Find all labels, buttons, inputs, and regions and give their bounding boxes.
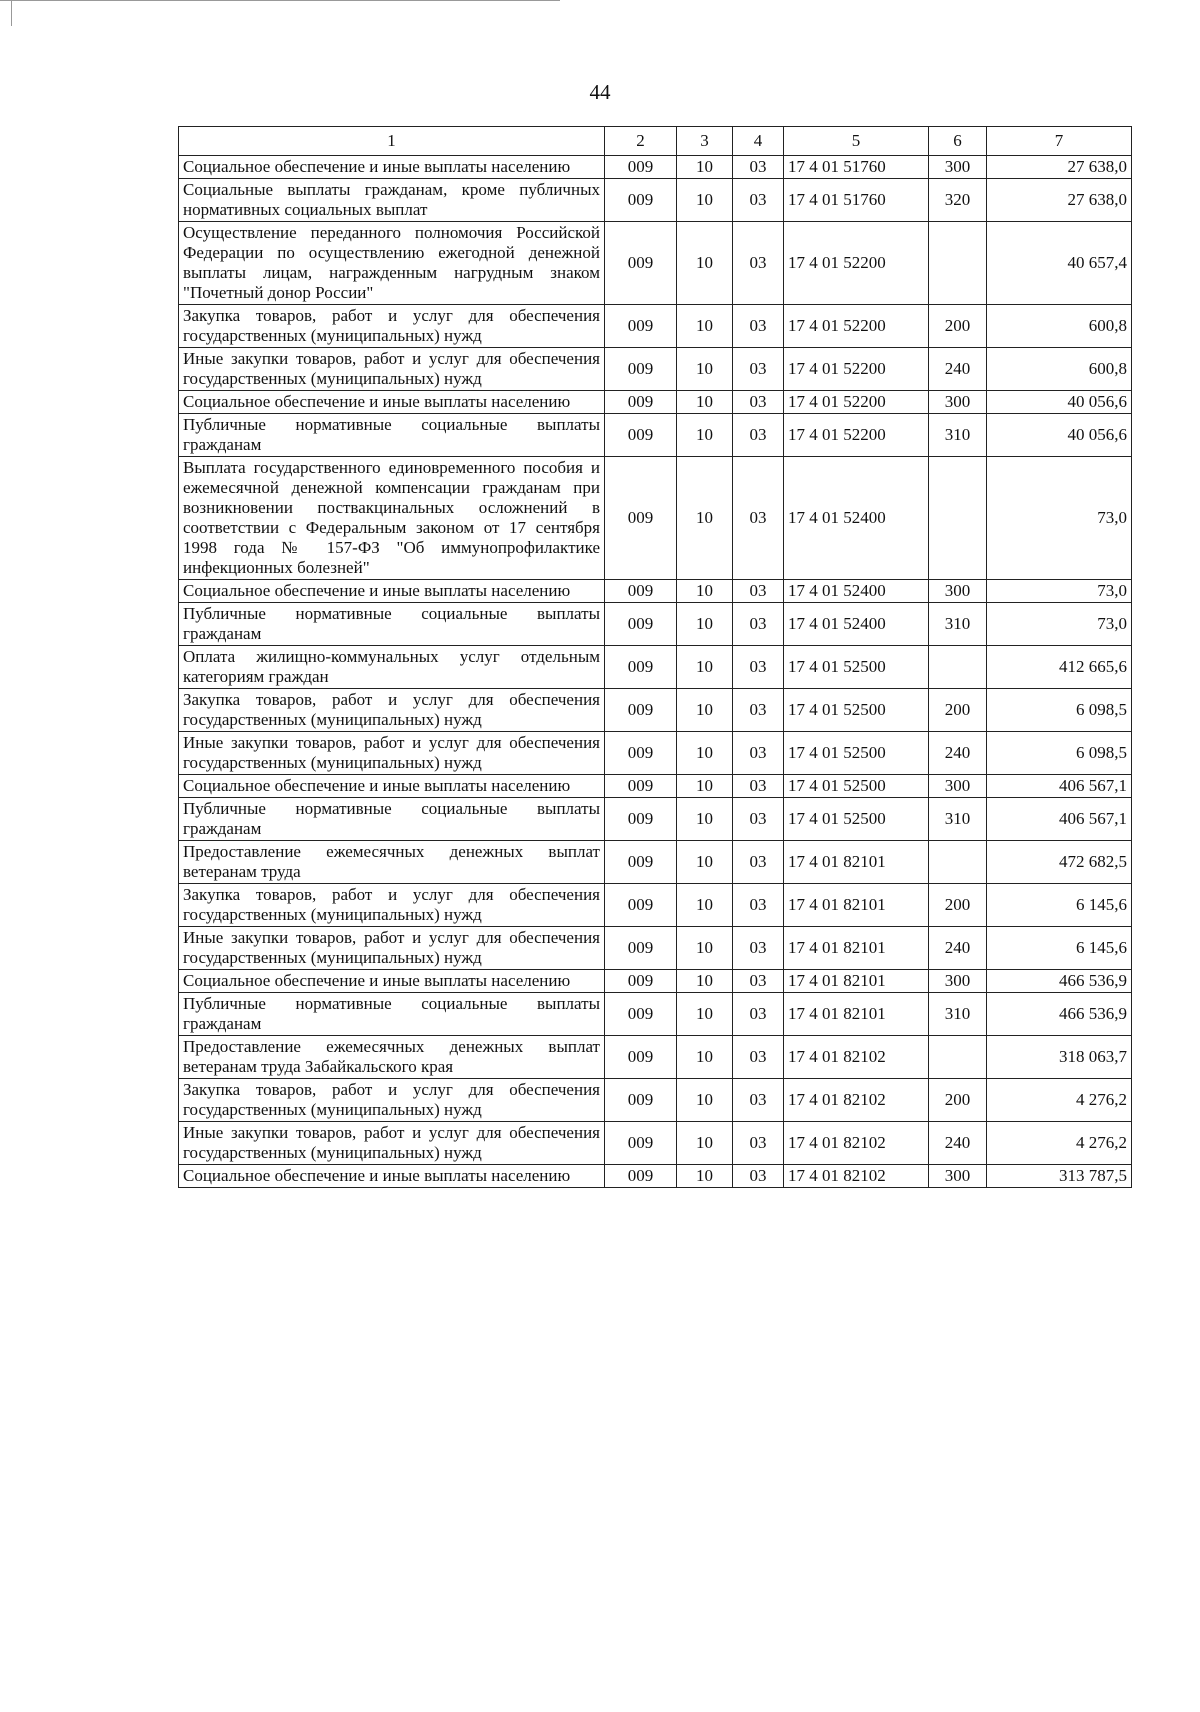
target-article-cell: 17 4 01 82102: [784, 1165, 929, 1188]
expense-name-cell: Оплата жилищно-коммунальных услуг отдельным категориям граждан: [179, 646, 605, 689]
table-header-row: [179, 127, 1132, 156]
amount-cell: 472 682,5: [987, 841, 1132, 884]
target-article-cell: 17 4 01 51760: [784, 179, 929, 222]
expense-type-cell: 320: [929, 179, 987, 222]
target-article-cell: 17 4 01 82102: [784, 1036, 929, 1079]
amount-cell: 6 145,6: [987, 884, 1132, 927]
subsection-code-cell: 03: [733, 689, 784, 732]
ministry-code-cell: 009: [605, 646, 677, 689]
target-article-cell: 17 4 01 82102: [784, 1122, 929, 1165]
subsection-code-cell: 03: [733, 414, 784, 457]
section-code-cell: 10: [677, 970, 733, 993]
table-row: [179, 414, 1132, 457]
header-col-5: 5: [784, 127, 929, 156]
table-row: [179, 603, 1132, 646]
table-row: [179, 1036, 1132, 1079]
section-code-cell: 10: [677, 798, 733, 841]
target-article-cell: 17 4 01 52200: [784, 414, 929, 457]
amount-cell: 412 665,6: [987, 646, 1132, 689]
header-col-4: 4: [733, 127, 784, 156]
subsection-code-cell: 03: [733, 927, 784, 970]
table-row: [179, 1122, 1132, 1165]
amount-cell: 73,0: [987, 457, 1132, 580]
ministry-code-cell: 009: [605, 775, 677, 798]
table-row: [179, 457, 1132, 580]
subsection-code-cell: 03: [733, 970, 784, 993]
ministry-code-cell: 009: [605, 798, 677, 841]
ministry-code-cell: 009: [605, 305, 677, 348]
expense-type-cell: 200: [929, 1079, 987, 1122]
subsection-code-cell: 03: [733, 391, 784, 414]
ministry-code-cell: 009: [605, 414, 677, 457]
section-code-cell: 10: [677, 1079, 733, 1122]
table-row: [179, 348, 1132, 391]
subsection-code-cell: 03: [733, 457, 784, 580]
ministry-code-cell: 009: [605, 391, 677, 414]
target-article-cell: 17 4 01 82101: [784, 927, 929, 970]
target-article-cell: 17 4 01 52400: [784, 580, 929, 603]
amount-cell: 40 657,4: [987, 222, 1132, 305]
table-row: [179, 927, 1132, 970]
subsection-code-cell: 03: [733, 841, 784, 884]
table-row: [179, 179, 1132, 222]
scan-edge-mark: [11, 0, 12, 26]
subsection-code-cell: 03: [733, 646, 784, 689]
target-article-cell: 17 4 01 82101: [784, 884, 929, 927]
target-article-cell: 17 4 01 52200: [784, 348, 929, 391]
section-code-cell: 10: [677, 884, 733, 927]
section-code-cell: 10: [677, 457, 733, 580]
target-article-cell: 17 4 01 52500: [784, 646, 929, 689]
subsection-code-cell: 03: [733, 884, 784, 927]
amount-cell: 6 098,5: [987, 689, 1132, 732]
ministry-code-cell: 009: [605, 927, 677, 970]
amount-cell: 6 145,6: [987, 927, 1132, 970]
ministry-code-cell: 009: [605, 993, 677, 1036]
expense-type-cell: [929, 646, 987, 689]
amount-cell: 4 276,2: [987, 1122, 1132, 1165]
section-code-cell: 10: [677, 580, 733, 603]
expense-name-cell: Социальное обеспечение и иные выплаты населению: [179, 970, 605, 993]
section-code-cell: 10: [677, 841, 733, 884]
expense-name-cell: Социальные выплаты гражданам, кроме публичных нормативных социальных выплат: [179, 179, 605, 222]
amount-cell: 40 056,6: [987, 414, 1132, 457]
table-row: [179, 841, 1132, 884]
expense-name-cell: Социальное обеспечение и иные выплаты населению: [179, 580, 605, 603]
ministry-code-cell: 009: [605, 841, 677, 884]
table-row: [179, 1165, 1132, 1188]
expense-name-cell: Выплата государственного единовременного пособия и ежемесячной денежной компенсации гражданам при возникновении поствакцинальных осложнений в соответствии с Федеральным законом от 17 сентября 1998 года № 157-ФЗ "Об иммунопрофилактике инфекционных болезней": [179, 457, 605, 580]
section-code-cell: 10: [677, 179, 733, 222]
section-code-cell: 10: [677, 1036, 733, 1079]
page-number: 44: [589, 80, 611, 104]
table-row: [179, 798, 1132, 841]
expense-type-cell: 300: [929, 970, 987, 993]
ministry-code-cell: 009: [605, 689, 677, 732]
expense-name-cell: Иные закупки товаров, работ и услуг для обеспечения государственных (муниципальных) нужд: [179, 348, 605, 391]
expense-type-cell: 200: [929, 305, 987, 348]
expense-name-cell: Закупка товаров, работ и услуг для обеспечения государственных (муниципальных) нужд: [179, 1079, 605, 1122]
target-article-cell: 17 4 01 52200: [784, 305, 929, 348]
expense-name-cell: Предоставление ежемесячных денежных выплат ветеранам труда Забайкальского края: [179, 1036, 605, 1079]
amount-cell: 406 567,1: [987, 798, 1132, 841]
ministry-code-cell: 009: [605, 1079, 677, 1122]
subsection-code-cell: 03: [733, 305, 784, 348]
section-code-cell: 10: [677, 603, 733, 646]
table-row: [179, 222, 1132, 305]
section-code-cell: 10: [677, 1122, 733, 1165]
expense-name-cell: Иные закупки товаров, работ и услуг для обеспечения государственных (муниципальных) нужд: [179, 927, 605, 970]
section-code-cell: 10: [677, 732, 733, 775]
section-code-cell: 10: [677, 927, 733, 970]
amount-cell: 40 056,6: [987, 391, 1132, 414]
subsection-code-cell: 03: [733, 179, 784, 222]
ministry-code-cell: 009: [605, 580, 677, 603]
target-article-cell: 17 4 01 52200: [784, 222, 929, 305]
subsection-code-cell: 03: [733, 603, 784, 646]
subsection-code-cell: 03: [733, 775, 784, 798]
expense-name-cell: Социальное обеспечение и иные выплаты населению: [179, 1165, 605, 1188]
subsection-code-cell: 03: [733, 1165, 784, 1188]
expense-name-cell: Публичные нормативные социальные выплаты гражданам: [179, 993, 605, 1036]
expense-name-cell: Предоставление ежемесячных денежных выплат ветеранам труда: [179, 841, 605, 884]
target-article-cell: 17 4 01 52500: [784, 732, 929, 775]
amount-cell: 6 098,5: [987, 732, 1132, 775]
subsection-code-cell: 03: [733, 222, 784, 305]
section-code-cell: 10: [677, 689, 733, 732]
expense-name-cell: Социальное обеспечение и иные выплаты населению: [179, 391, 605, 414]
expense-name-cell: Публичные нормативные социальные выплаты гражданам: [179, 798, 605, 841]
expense-type-cell: 240: [929, 927, 987, 970]
expense-name-cell: Социальное обеспечение и иные выплаты населению: [179, 775, 605, 798]
expense-type-cell: 300: [929, 1165, 987, 1188]
target-article-cell: 17 4 01 82101: [784, 970, 929, 993]
table-row: [179, 689, 1132, 732]
target-article-cell: 17 4 01 82101: [784, 993, 929, 1036]
ministry-code-cell: 009: [605, 1165, 677, 1188]
amount-cell: 73,0: [987, 580, 1132, 603]
expense-type-cell: [929, 222, 987, 305]
section-code-cell: 10: [677, 348, 733, 391]
expense-name-cell: Публичные нормативные социальные выплаты гражданам: [179, 414, 605, 457]
ministry-code-cell: 009: [605, 603, 677, 646]
table-row: [179, 580, 1132, 603]
expense-type-cell: 300: [929, 156, 987, 179]
expense-name-cell: Иные закупки товаров, работ и услуг для обеспечения государственных (муниципальных) нужд: [179, 732, 605, 775]
amount-cell: 318 063,7: [987, 1036, 1132, 1079]
expense-type-cell: 310: [929, 603, 987, 646]
table-row: [179, 391, 1132, 414]
expense-name-cell: Осуществление переданного полномочия Российской Федерации по осуществлению ежегодной денежной выплаты лицам, награжденным нагрудным знаком "Почетный донор России": [179, 222, 605, 305]
section-code-cell: 10: [677, 993, 733, 1036]
amount-cell: 313 787,5: [987, 1165, 1132, 1188]
section-code-cell: 10: [677, 391, 733, 414]
target-article-cell: 17 4 01 52500: [784, 689, 929, 732]
section-code-cell: 10: [677, 414, 733, 457]
target-article-cell: 17 4 01 82101: [784, 841, 929, 884]
expense-type-cell: 300: [929, 775, 987, 798]
subsection-code-cell: 03: [733, 1036, 784, 1079]
subsection-code-cell: 03: [733, 348, 784, 391]
subsection-code-cell: 03: [733, 993, 784, 1036]
header-col-3: 3: [677, 127, 733, 156]
subsection-code-cell: 03: [733, 580, 784, 603]
expense-type-cell: [929, 1036, 987, 1079]
expense-type-cell: 310: [929, 414, 987, 457]
expense-name-cell: Закупка товаров, работ и услуг для обеспечения государственных (муниципальных) нужд: [179, 689, 605, 732]
amount-cell: 406 567,1: [987, 775, 1132, 798]
subsection-code-cell: 03: [733, 732, 784, 775]
expense-type-cell: 310: [929, 993, 987, 1036]
amount-cell: 27 638,0: [987, 156, 1132, 179]
budget-table: [178, 126, 1132, 1188]
section-code-cell: 10: [677, 305, 733, 348]
expense-type-cell: [929, 841, 987, 884]
table-row: [179, 646, 1132, 689]
section-code-cell: 10: [677, 1165, 733, 1188]
ministry-code-cell: 009: [605, 884, 677, 927]
table-row: [179, 775, 1132, 798]
target-article-cell: 17 4 01 52400: [784, 457, 929, 580]
header-col-7: 7: [987, 127, 1132, 156]
ministry-code-cell: 009: [605, 970, 677, 993]
ministry-code-cell: 009: [605, 1036, 677, 1079]
header-col-2: 2: [605, 127, 677, 156]
header-col-6: 6: [929, 127, 987, 156]
expense-name-cell: Социальное обеспечение и иные выплаты населению: [179, 156, 605, 179]
amount-cell: 466 536,9: [987, 993, 1132, 1036]
expense-type-cell: 200: [929, 884, 987, 927]
section-code-cell: 10: [677, 222, 733, 305]
target-article-cell: 17 4 01 52500: [784, 798, 929, 841]
expense-type-cell: 300: [929, 580, 987, 603]
expense-name-cell: Закупка товаров, работ и услуг для обеспечения государственных (муниципальных) нужд: [179, 305, 605, 348]
ministry-code-cell: 009: [605, 1122, 677, 1165]
expense-type-cell: 310: [929, 798, 987, 841]
expense-type-cell: 300: [929, 391, 987, 414]
amount-cell: 466 536,9: [987, 970, 1132, 993]
ministry-code-cell: 009: [605, 222, 677, 305]
amount-cell: 73,0: [987, 603, 1132, 646]
subsection-code-cell: 03: [733, 156, 784, 179]
subsection-code-cell: 03: [733, 1122, 784, 1165]
ministry-code-cell: 009: [605, 732, 677, 775]
expense-name-cell: Публичные нормативные социальные выплаты гражданам: [179, 603, 605, 646]
target-article-cell: 17 4 01 82102: [784, 1079, 929, 1122]
scan-edge-line: [0, 0, 560, 1]
amount-cell: 600,8: [987, 305, 1132, 348]
ministry-code-cell: 009: [605, 457, 677, 580]
expense-type-cell: 240: [929, 1122, 987, 1165]
ministry-code-cell: 009: [605, 179, 677, 222]
table-row: [179, 884, 1132, 927]
table-row: [179, 732, 1132, 775]
section-code-cell: 10: [677, 646, 733, 689]
target-article-cell: 17 4 01 52400: [784, 603, 929, 646]
expense-type-cell: 240: [929, 732, 987, 775]
expense-name-cell: Закупка товаров, работ и услуг для обеспечения государственных (муниципальных) нужд: [179, 884, 605, 927]
target-article-cell: 17 4 01 52200: [784, 391, 929, 414]
table-row: [179, 970, 1132, 993]
subsection-code-cell: 03: [733, 798, 784, 841]
target-article-cell: 17 4 01 52500: [784, 775, 929, 798]
table-row: [179, 156, 1132, 179]
header-col-1: 1: [179, 127, 605, 156]
amount-cell: 27 638,0: [987, 179, 1132, 222]
section-code-cell: 10: [677, 775, 733, 798]
ministry-code-cell: 009: [605, 348, 677, 391]
expense-type-cell: 240: [929, 348, 987, 391]
table-row: [179, 305, 1132, 348]
amount-cell: 4 276,2: [987, 1079, 1132, 1122]
expense-type-cell: [929, 457, 987, 580]
amount-cell: 600,8: [987, 348, 1132, 391]
expense-name-cell: Иные закупки товаров, работ и услуг для обеспечения государственных (муниципальных) нужд: [179, 1122, 605, 1165]
section-code-cell: 10: [677, 156, 733, 179]
subsection-code-cell: 03: [733, 1079, 784, 1122]
table-row: [179, 993, 1132, 1036]
target-article-cell: 17 4 01 51760: [784, 156, 929, 179]
ministry-code-cell: 009: [605, 156, 677, 179]
expense-type-cell: 200: [929, 689, 987, 732]
table-row: [179, 1079, 1132, 1122]
